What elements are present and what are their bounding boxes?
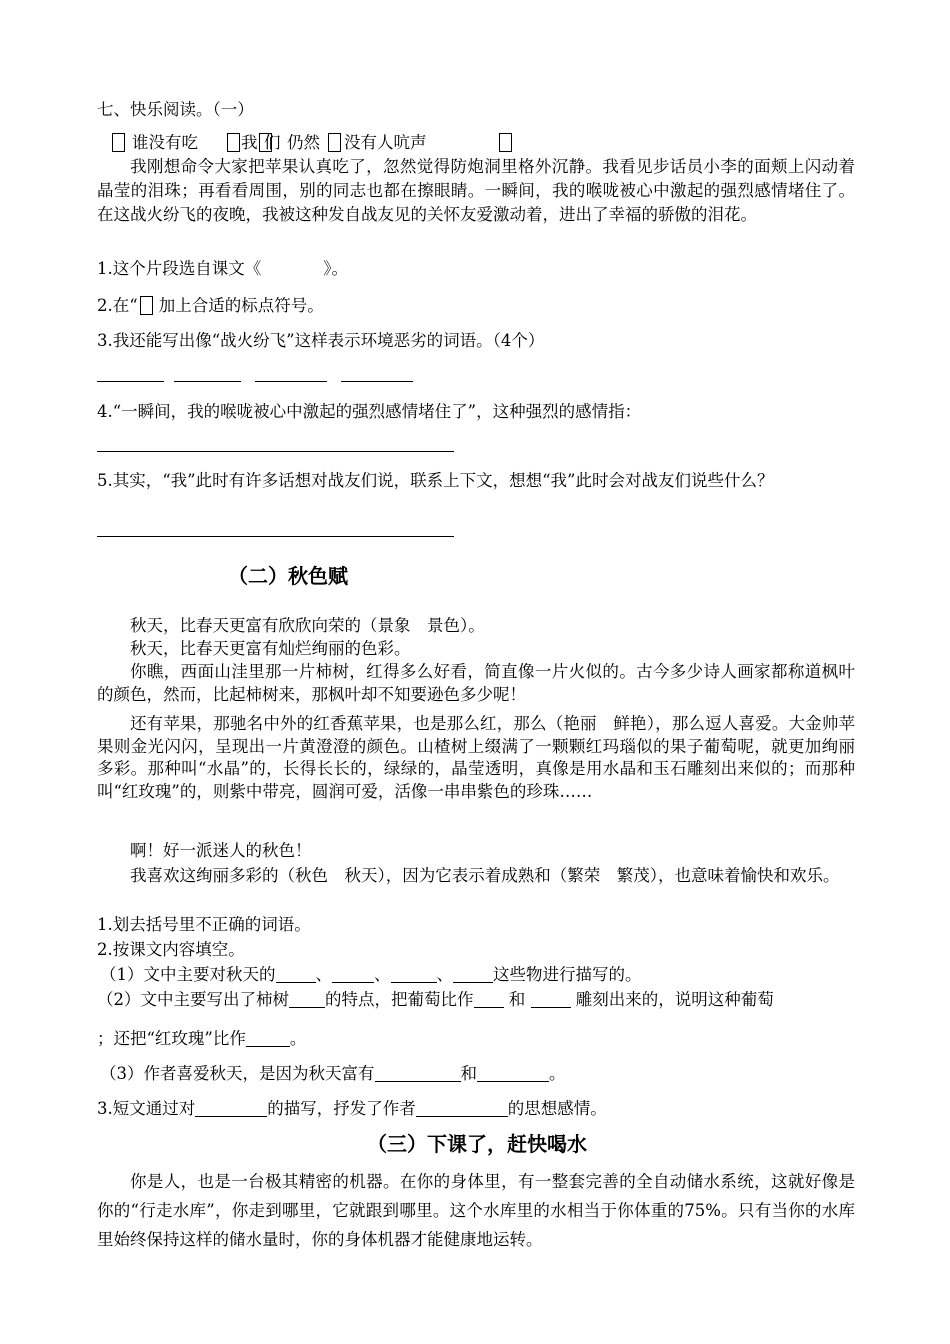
part2-paragraph: 你瞧，西面山洼里那一片柿树，红得多么好看，简直像一片火似的。古今多少诗人画家都称道枫叶的颜色，然而，比起柿树来，那枫叶却不知要逊色多少呢！ <box>97 662 855 704</box>
part2-paragraph: 秋天，比春天更富有灿烂绚丽的色彩。 <box>130 639 411 658</box>
answer-blank[interactable] <box>97 381 164 382</box>
answer-blank[interactable] <box>246 1030 290 1047</box>
part2-paragraph: 秋天，比春天更富有欣欣向荣的（景象 景色）。 <box>130 616 485 635</box>
answer-blank[interactable] <box>174 381 241 382</box>
question-1: 1.这个片段选自课文《 》。 <box>97 259 348 278</box>
part2-paragraph: 我喜欢这绚丽多彩的（秋色 秋天），因为它表示着成熟和（繁荣 繁茂），也意味着愉快和欢乐。 <box>130 866 840 885</box>
question-4: 4.“一瞬间，我的喉咙被心中激起的强烈感情堵住了”，这种强烈的感情指： <box>97 402 642 421</box>
punctuation-box[interactable] <box>328 133 341 152</box>
section-title-3: （三）下课了，赶快喝水 <box>367 1132 587 1156</box>
part2-question-2: 2.按课文内容填空。 <box>97 940 245 959</box>
answer-blank[interactable] <box>474 991 504 1008</box>
answer-blank[interactable] <box>391 966 437 983</box>
part2-question-1: 1.划去括号里不正确的词语。 <box>97 915 311 934</box>
answer-blank[interactable] <box>255 381 327 382</box>
fill-fragment: 我 <box>241 133 258 152</box>
punctuation-box[interactable] <box>112 133 125 152</box>
part2-question-2-2-cont: ；还把“红玫瑰”比作 。 <box>97 1029 307 1048</box>
part2-question-2-2: （2）文中主要写出了柿树 的特点，把葡萄比作 和 雕刻出来的，说明这种葡萄 <box>97 990 774 1009</box>
answer-blank[interactable] <box>341 381 413 382</box>
answer-line[interactable] <box>97 536 454 537</box>
part2-paragraph: 啊！好一派迷人的秋色！ <box>130 841 312 860</box>
answer-blank[interactable] <box>531 991 571 1008</box>
question-3: 3.我还能写出像“战火纷飞”这样表示环境恶劣的词语。（4个） <box>97 331 545 350</box>
part1-heading: 七、快乐阅读。（一） <box>97 100 254 119</box>
fill-fragment: 们 <box>264 133 281 152</box>
part3-paragraph: 你是人，也是一台极其精密的机器。在你的身体里，有一整套完善的全自动储水系统，这就好像是你的“行走水库”，你走到哪里，它就跟到哪里。这个水库里的水相当于你体重的75%。只有当你的水库里始终保持这样的储水量时，你的身体机器才能健康地运转。 <box>97 1172 855 1249</box>
fill-fragment: 没有人吭声 <box>344 133 427 152</box>
answer-line[interactable] <box>97 451 454 452</box>
punctuation-box[interactable] <box>227 133 240 152</box>
fill-fragment: 谁没有吃 <box>132 133 198 152</box>
answer-blank[interactable] <box>289 991 325 1008</box>
question-5: 5.其实，“我”此时有许多话想对战友们说，联系上下文，想想“我”此时会对战友们说些什么？ <box>97 471 774 490</box>
answer-blank[interactable] <box>453 966 493 983</box>
answer-blank[interactable] <box>416 1100 508 1117</box>
part2-paragraph: 还有苹果，那驰名中外的红香蕉苹果，也是那么红，那么（艳丽 鲜艳），那么逗人喜爱。大金帅苹果则金光闪闪，呈现出一片黄澄澄的颜色。山楂树上缀满了一颗颗红玛瑙似的果子葡萄呢，就更加绚丽多彩。那种叫“水晶”的，长得长长的，绿绿的，晶莹透明，真像是用水晶和玉石雕刻出来似的；而那种叫“红玫瑰”的，则紫中带亮，圆润可爱，活像一串串紫色的珍珠…… <box>97 714 855 801</box>
question-2: 2.在“ 加上合适的标点符号。 <box>97 296 324 315</box>
answer-blank[interactable] <box>276 966 316 983</box>
punctuation-box[interactable] <box>499 133 512 152</box>
answer-blank[interactable] <box>477 1065 549 1082</box>
passage-1: 我刚想命令大家把苹果认真吃了，忽然觉得防炮洞里格外沉静。我看见步话员小李的面颊上闪动着晶莹的泪珠；再看看周围，别的同志也都在擦眼睛。一瞬间，我的喉咙被心中激起的强烈感情堵住了。在这战火纷飞的夜晚，我被这种发自战友见的关怀友爱激动着，进出了幸福的骄傲的泪花。 <box>97 157 855 225</box>
part2-question-3: 3.短文通过对 的描写，抒发了作者 的思想感情。 <box>97 1099 607 1118</box>
section-title-2: （二）秋色赋 <box>228 564 348 588</box>
fill-fragment: 仍然 <box>287 133 320 152</box>
punctuation-box[interactable] <box>140 296 153 315</box>
part2-question-2-3: （3）作者喜爱秋天，是因为秋天富有 和 。 <box>100 1064 566 1083</box>
answer-blank[interactable] <box>375 1065 461 1082</box>
answer-blank[interactable] <box>332 966 374 983</box>
answer-blank[interactable] <box>195 1100 267 1117</box>
part2-question-2-1: （1）文中主要对秋天的 、 、 、 这些物进行描写的。 <box>100 965 642 984</box>
